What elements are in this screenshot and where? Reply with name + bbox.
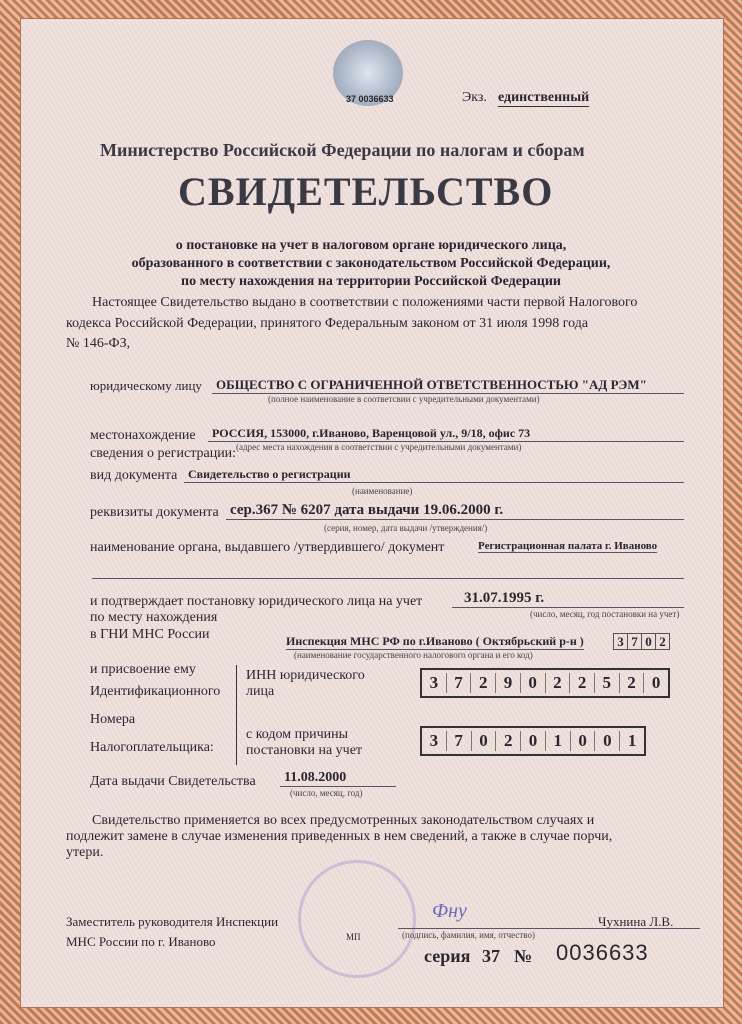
- confirm-date: 31.07.1995 г.: [452, 590, 684, 608]
- kpp-digit: 7: [447, 731, 472, 751]
- issue-date-hint: (число, месяц, год): [290, 788, 363, 798]
- note-line-2: подлежит замене в случае изменения приведенных в нем сведений, а также в случае порчи,: [66, 829, 613, 844]
- inn-digit: 3: [422, 673, 447, 693]
- entity-hint: (полное наименование в соответсвии с учредительными документами): [268, 394, 540, 404]
- kpp-digit: 1: [546, 731, 571, 751]
- signer-title-1: Заместитель руководителя Инспекции: [66, 914, 279, 929]
- kpp-digit: 1: [627, 731, 637, 750]
- stamp-place-label: МП: [346, 932, 361, 942]
- signer-title-2: МНС России по г. Иваново: [66, 934, 216, 949]
- confirm-hint: (число, месяц, год постановки на учет): [530, 609, 680, 619]
- doc-details-hint: (серия, номер, дата выдачи /утверждения/): [324, 523, 488, 533]
- place-label-1: по месту нахождения: [90, 610, 218, 625]
- subtitle-line-2: образованного в соответствии с законодательством Российской Федерации,: [131, 256, 611, 271]
- entity-label: юридическому лицу: [90, 378, 202, 393]
- signature-hint: (подпись, фамилия, имя, отчество): [402, 930, 535, 940]
- code-digit: 0: [641, 633, 656, 650]
- kpp-label-2: постановки на учет: [246, 743, 363, 758]
- kpp-digit: 0: [595, 731, 620, 751]
- document-title: СВИДЕТЕЛЬСТВО: [178, 169, 554, 214]
- doc-type-value: Свидетельство о регистрации: [184, 467, 684, 483]
- code-digit: 3: [613, 633, 628, 650]
- copy-value: единственный: [498, 90, 590, 105]
- serial-number: 0036633: [556, 940, 649, 965]
- assign-label-4: Налогоплательщика:: [90, 740, 214, 755]
- issuer-value: Регистрационная палата г. Иваново: [478, 540, 658, 552]
- location-hint: (адрес места нахождения в соответствии с учредительными документами): [236, 442, 522, 452]
- inn-digit: 2: [471, 673, 496, 693]
- serial-no-sign: №: [514, 946, 533, 966]
- tax-office-name: Инспекция МНС РФ по г.Иваново ( Октябрьский р-н ): [286, 634, 584, 648]
- place-hint: (наименование государственного налогового органа и его код): [294, 650, 533, 660]
- registration-label: сведения о регистрации:: [90, 446, 237, 461]
- tax-office-code: [614, 633, 670, 650]
- inn-digit: 2: [570, 673, 595, 693]
- location-value: РОССИЯ, 153000, г.Иваново, Варенцовой ул., 9/18, офис 73: [208, 426, 684, 442]
- signer-name: Чухнина Л.В.: [598, 914, 674, 929]
- issuer-label: наименование органа, выдавшего /утвердившего/ документ: [90, 540, 445, 555]
- signature: Фну: [432, 900, 467, 922]
- inn-label-1: ИНН юридического: [246, 668, 365, 683]
- assign-label-1: и присвоение ему: [90, 662, 196, 677]
- inn-digit: 9: [496, 673, 521, 693]
- inn-digit: 0: [521, 673, 546, 693]
- kpp-digit: 0: [472, 731, 497, 751]
- issue-date-label: Дата выдачи Свидетельства: [90, 774, 256, 789]
- note-line-1: Свидетельство применяется во всех предусмотренных законодательством случаях и: [92, 813, 595, 828]
- kpp-digit: 0: [521, 731, 546, 751]
- doc-details-label: реквизиты документа: [90, 505, 219, 520]
- hologram-number: 37 0036633: [346, 94, 394, 104]
- inn-digit: 0: [651, 673, 661, 692]
- inn-box: [420, 668, 670, 698]
- doc-type-hint: (наименование): [352, 486, 413, 496]
- subtitle-line-3: по месту нахождения на территории Российской Федерации: [181, 274, 561, 289]
- note-line-3: утери.: [66, 845, 104, 860]
- serial-series: 37: [482, 946, 500, 966]
- code-digit: 2: [655, 633, 670, 650]
- ministry-name: Министерство Российской Федерации по налогам и сборам: [100, 140, 585, 160]
- location-label: местонахождение: [90, 428, 196, 443]
- doc-details-value: сер.367 № 6207 дата выдачи 19.06.2000 г.: [226, 502, 684, 520]
- issue-date-value: 11.08.2000: [280, 770, 396, 787]
- place-label-2: в ГНИ МНС России: [90, 627, 210, 642]
- kpp-digit: 3: [422, 731, 447, 751]
- entity-name: ОБЩЕСТВО С ОГРАНИЧЕННОЙ ОТВЕТСТВЕННОСТЬЮ "АД РЭМ": [212, 377, 684, 394]
- kpp-digit: 0: [571, 731, 596, 751]
- kpp-digit: 2: [496, 731, 521, 751]
- code-digit: 7: [627, 633, 642, 650]
- inn-label-2: лица: [246, 684, 275, 699]
- kpp-label-1: с кодом причины: [246, 727, 349, 742]
- intro-line-3: № 146-ФЗ,: [66, 336, 131, 351]
- inn-digit: 5: [595, 673, 620, 693]
- divider-line: [236, 665, 237, 765]
- inn-digit: 2: [620, 673, 645, 693]
- confirm-label: и подтверждает постановку юридического лица на учет: [90, 594, 423, 609]
- intro-line-1: Настоящее Свидетельство выдано в соответствии с положениями части первой Налогового: [92, 295, 638, 310]
- assign-label-2: Идентификационного: [90, 684, 221, 699]
- issuer-continuation-line: [92, 578, 684, 579]
- serial-label: серия: [424, 946, 471, 966]
- assign-label-3: Номера: [90, 712, 136, 727]
- kpp-box: [420, 726, 646, 756]
- copy-label: Экз.: [462, 90, 487, 105]
- doc-type-label: вид документа: [90, 468, 178, 483]
- intro-line-2: кодекса Российской Федерации, принятого Федеральным законом от 31 июля 1998 года: [66, 316, 589, 331]
- subtitle-line-1: о постановке на учет в налоговом органе юридического лица,: [175, 238, 567, 253]
- inn-digit: 2: [546, 673, 571, 693]
- official-stamp: [298, 860, 416, 978]
- inn-digit: 7: [447, 673, 472, 693]
